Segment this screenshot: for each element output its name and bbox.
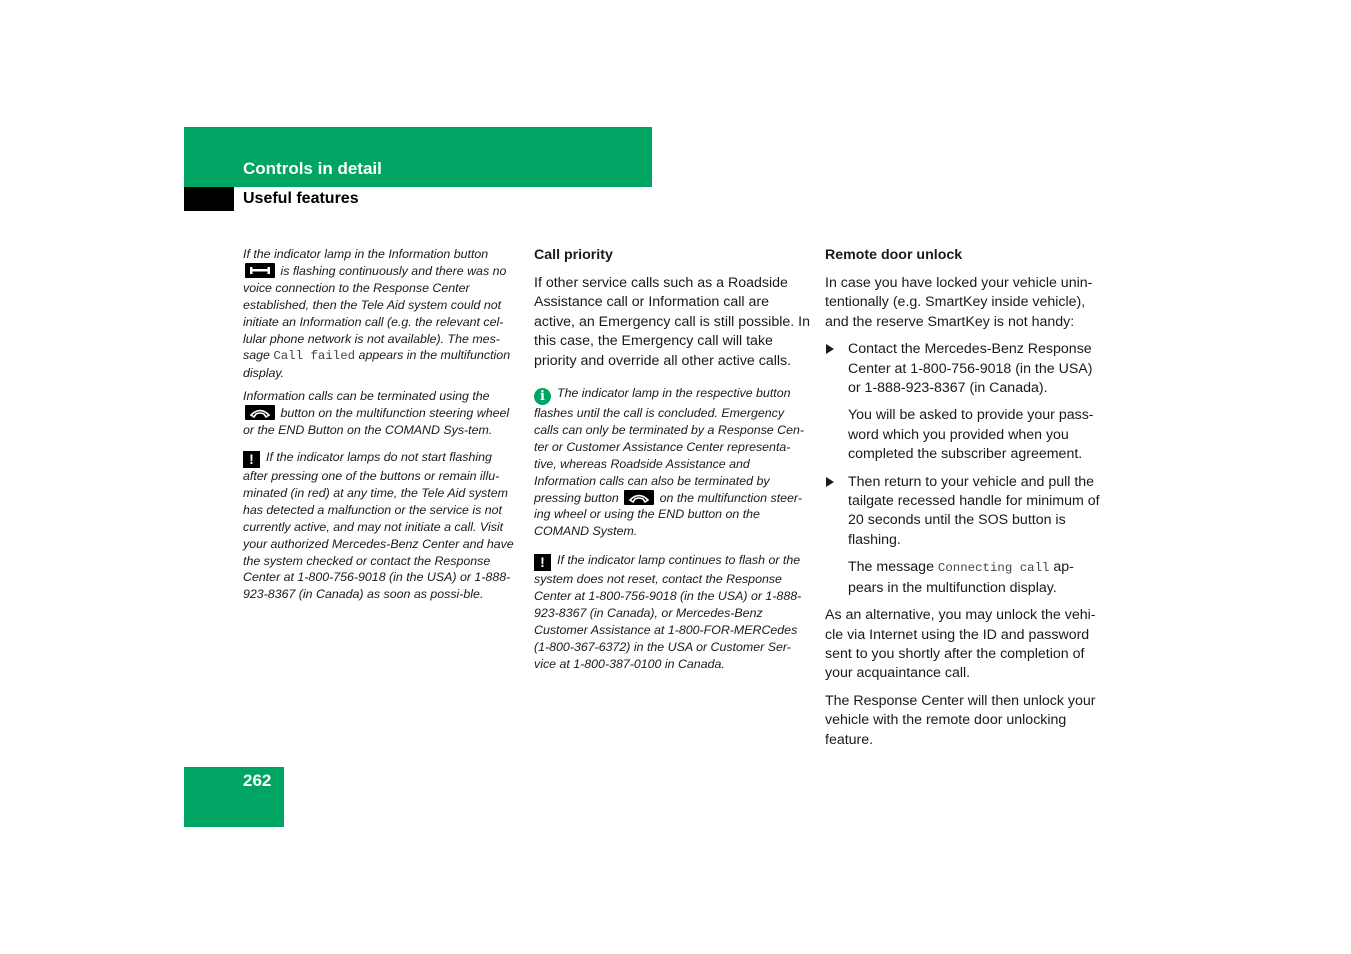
page-number: 262	[243, 771, 272, 790]
paragraph: The Response Center will then unlock your vehicle with the remote door unlocking feature.	[825, 692, 1096, 748]
triangle-right-icon	[826, 344, 834, 354]
column-right	[825, 246, 1107, 758]
triangle-right-icon	[826, 477, 834, 487]
display-message: Call failed	[273, 349, 356, 364]
column-middle	[534, 246, 810, 679]
heading-remote-door-unlock: Remote door unlock	[825, 247, 963, 263]
text: If the indicator lamp in the Information button	[243, 247, 489, 261]
warning-note	[243, 449, 519, 603]
display-message: Connecting call	[937, 561, 1050, 576]
paragraph	[825, 558, 1107, 598]
warning-icon: !	[534, 554, 551, 571]
text: Contact the Mercedes-Benz Response Center at 1-800-756-9018 (in the USA) or 1-888-923-8367 (in Canada).	[848, 341, 1093, 397]
text: If the indicator lamp continues to flash or the system does not reset, contact the Response Center at 1-800-756-9018 (in the USA) or 1-888-923-8367 (in Canada), or Mercedes-Benz Customer Assistance at 1-800-FOR-MERCedes (1-800-367-6372) in the USA or Customer Ser-vice at 1-800-387-0100 in Canada.	[534, 553, 802, 671]
heading-call-priority: Call priority	[534, 247, 613, 263]
phone-hangup-icon	[624, 490, 654, 505]
info-button-icon	[245, 263, 275, 278]
text: Then return to your vehicle and pull the tailgate recessed handle for minimum of 20 seconds until the SOS button is flashing.	[848, 473, 1100, 548]
text: appears in the multifunction display.	[243, 348, 511, 381]
info-icon: i	[534, 388, 551, 405]
paragraph	[243, 388, 519, 439]
paragraph: In case you have locked your vehicle unin-tentionally (e.g. SmartKey inside vehicle), and the reserve SmartKey is not handy:	[825, 275, 1093, 330]
text: If the indicator lamps do not start flashing after pressing one of the buttons or remain illu-minated (in red) at any time, the Tele Aid system has detected a malfunction or the service is not currently active, and may not initiate a call. Visit your authorized Mercedes-Benz Center and have the system checked or contact the Response Center at 1-800-756-9018 (in the USA) or 1-888-923-8367 (in Canada) as soon as possi-ble.	[243, 449, 514, 602]
list-item	[825, 473, 1107, 551]
column-left	[243, 246, 519, 609]
warning-icon: !	[243, 451, 260, 468]
text: ap-pears in the multifunction display.	[848, 559, 1074, 596]
warning-note	[534, 552, 810, 672]
info-note	[534, 385, 810, 540]
phone-hangup-icon	[245, 405, 275, 420]
section-title: Controls in detail	[243, 159, 382, 178]
paragraph: You will be asked to provide your pass-word which you provided when you completed the subscriber agreement.	[848, 407, 1094, 463]
paragraph: As an alternative, you may unlock the vehi-cle via Internet using the ID and password sent to you shortly after the completion of your acquaintance call.	[825, 607, 1096, 682]
text: The indicator lamp in the respective button flashes until the call is concluded. Emergency calls can only be terminated by a Response Cen-ter or Customer Assistance Center representa-tive, whereas Roadside Assistance and Information calls can also be terminated by pressing button	[534, 386, 804, 505]
paragraph	[243, 246, 519, 382]
paragraph: If other service calls such as a Roadside Assistance call or Information call are active, an Emergency call is still possible. In this case, the Emergency call will take priority and override all other active calls.	[534, 275, 810, 369]
text: Information calls can be terminated using the	[243, 389, 490, 404]
section-subtitle: Useful features	[243, 190, 359, 207]
text: button on the multifunction steering wheel or the END Button on the COMAND Sys-tem.	[243, 406, 510, 438]
text: The message	[848, 559, 938, 576]
list-item	[825, 340, 1107, 398]
text: on the multifunction steer-ing wheel or using the END button on the COMAND System.	[534, 490, 802, 539]
text: is flashing continuously and there was no voice connection to the Response Center established, then the Tele Aid system could not initiate an Information call (e.g. the relevant cel-lular phone network is not available). The mes-sage	[243, 263, 507, 363]
header-marker	[184, 187, 234, 211]
